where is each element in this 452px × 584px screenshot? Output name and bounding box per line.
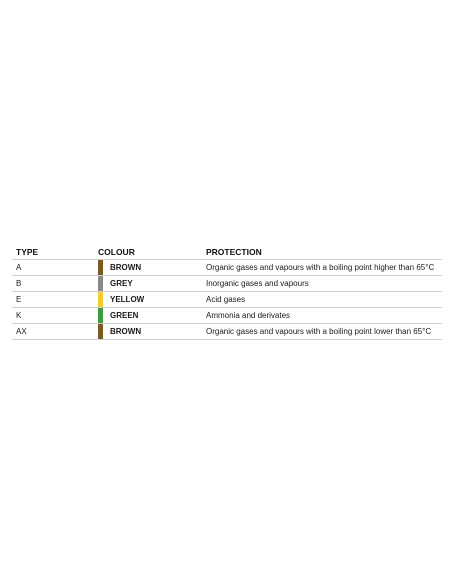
cell-type: AX [12,324,98,340]
cell-protection: Inorganic gases and vapours [206,276,442,292]
cell-type: E [12,292,98,308]
cell-type: K [12,308,98,324]
table-row [12,324,442,340]
table-row [12,308,442,324]
cell-protection: Organic gases and vapours with a boiling point lower than 65°C [206,324,442,340]
table-header-row [12,244,442,260]
cell-protection: Acid gases [206,292,442,308]
colour-swatch [98,292,103,307]
filter-type-table [12,244,442,340]
colour-swatch [98,260,103,275]
cell-protection: Organic gases and vapours with a boiling point higher than 65°C [206,260,442,276]
cell-colour: BROWN [104,260,206,276]
table-row [12,276,442,292]
cell-type: B [12,276,98,292]
header-protection: PROTECTION [206,244,442,260]
table-row [12,292,442,308]
header-colour: COLOUR [98,244,206,260]
cell-protection: Ammonia and derivates [206,308,442,324]
colour-swatch [98,276,103,291]
cell-colour: BROWN [104,324,206,340]
cell-colour: GREEN [104,308,206,324]
colour-swatch [98,324,103,339]
colour-swatch [98,308,103,323]
cell-colour: GREY [104,276,206,292]
table-row [12,260,442,276]
cell-colour: YELLOW [104,292,206,308]
cell-type: A [12,260,98,276]
header-type: TYPE [12,244,98,260]
